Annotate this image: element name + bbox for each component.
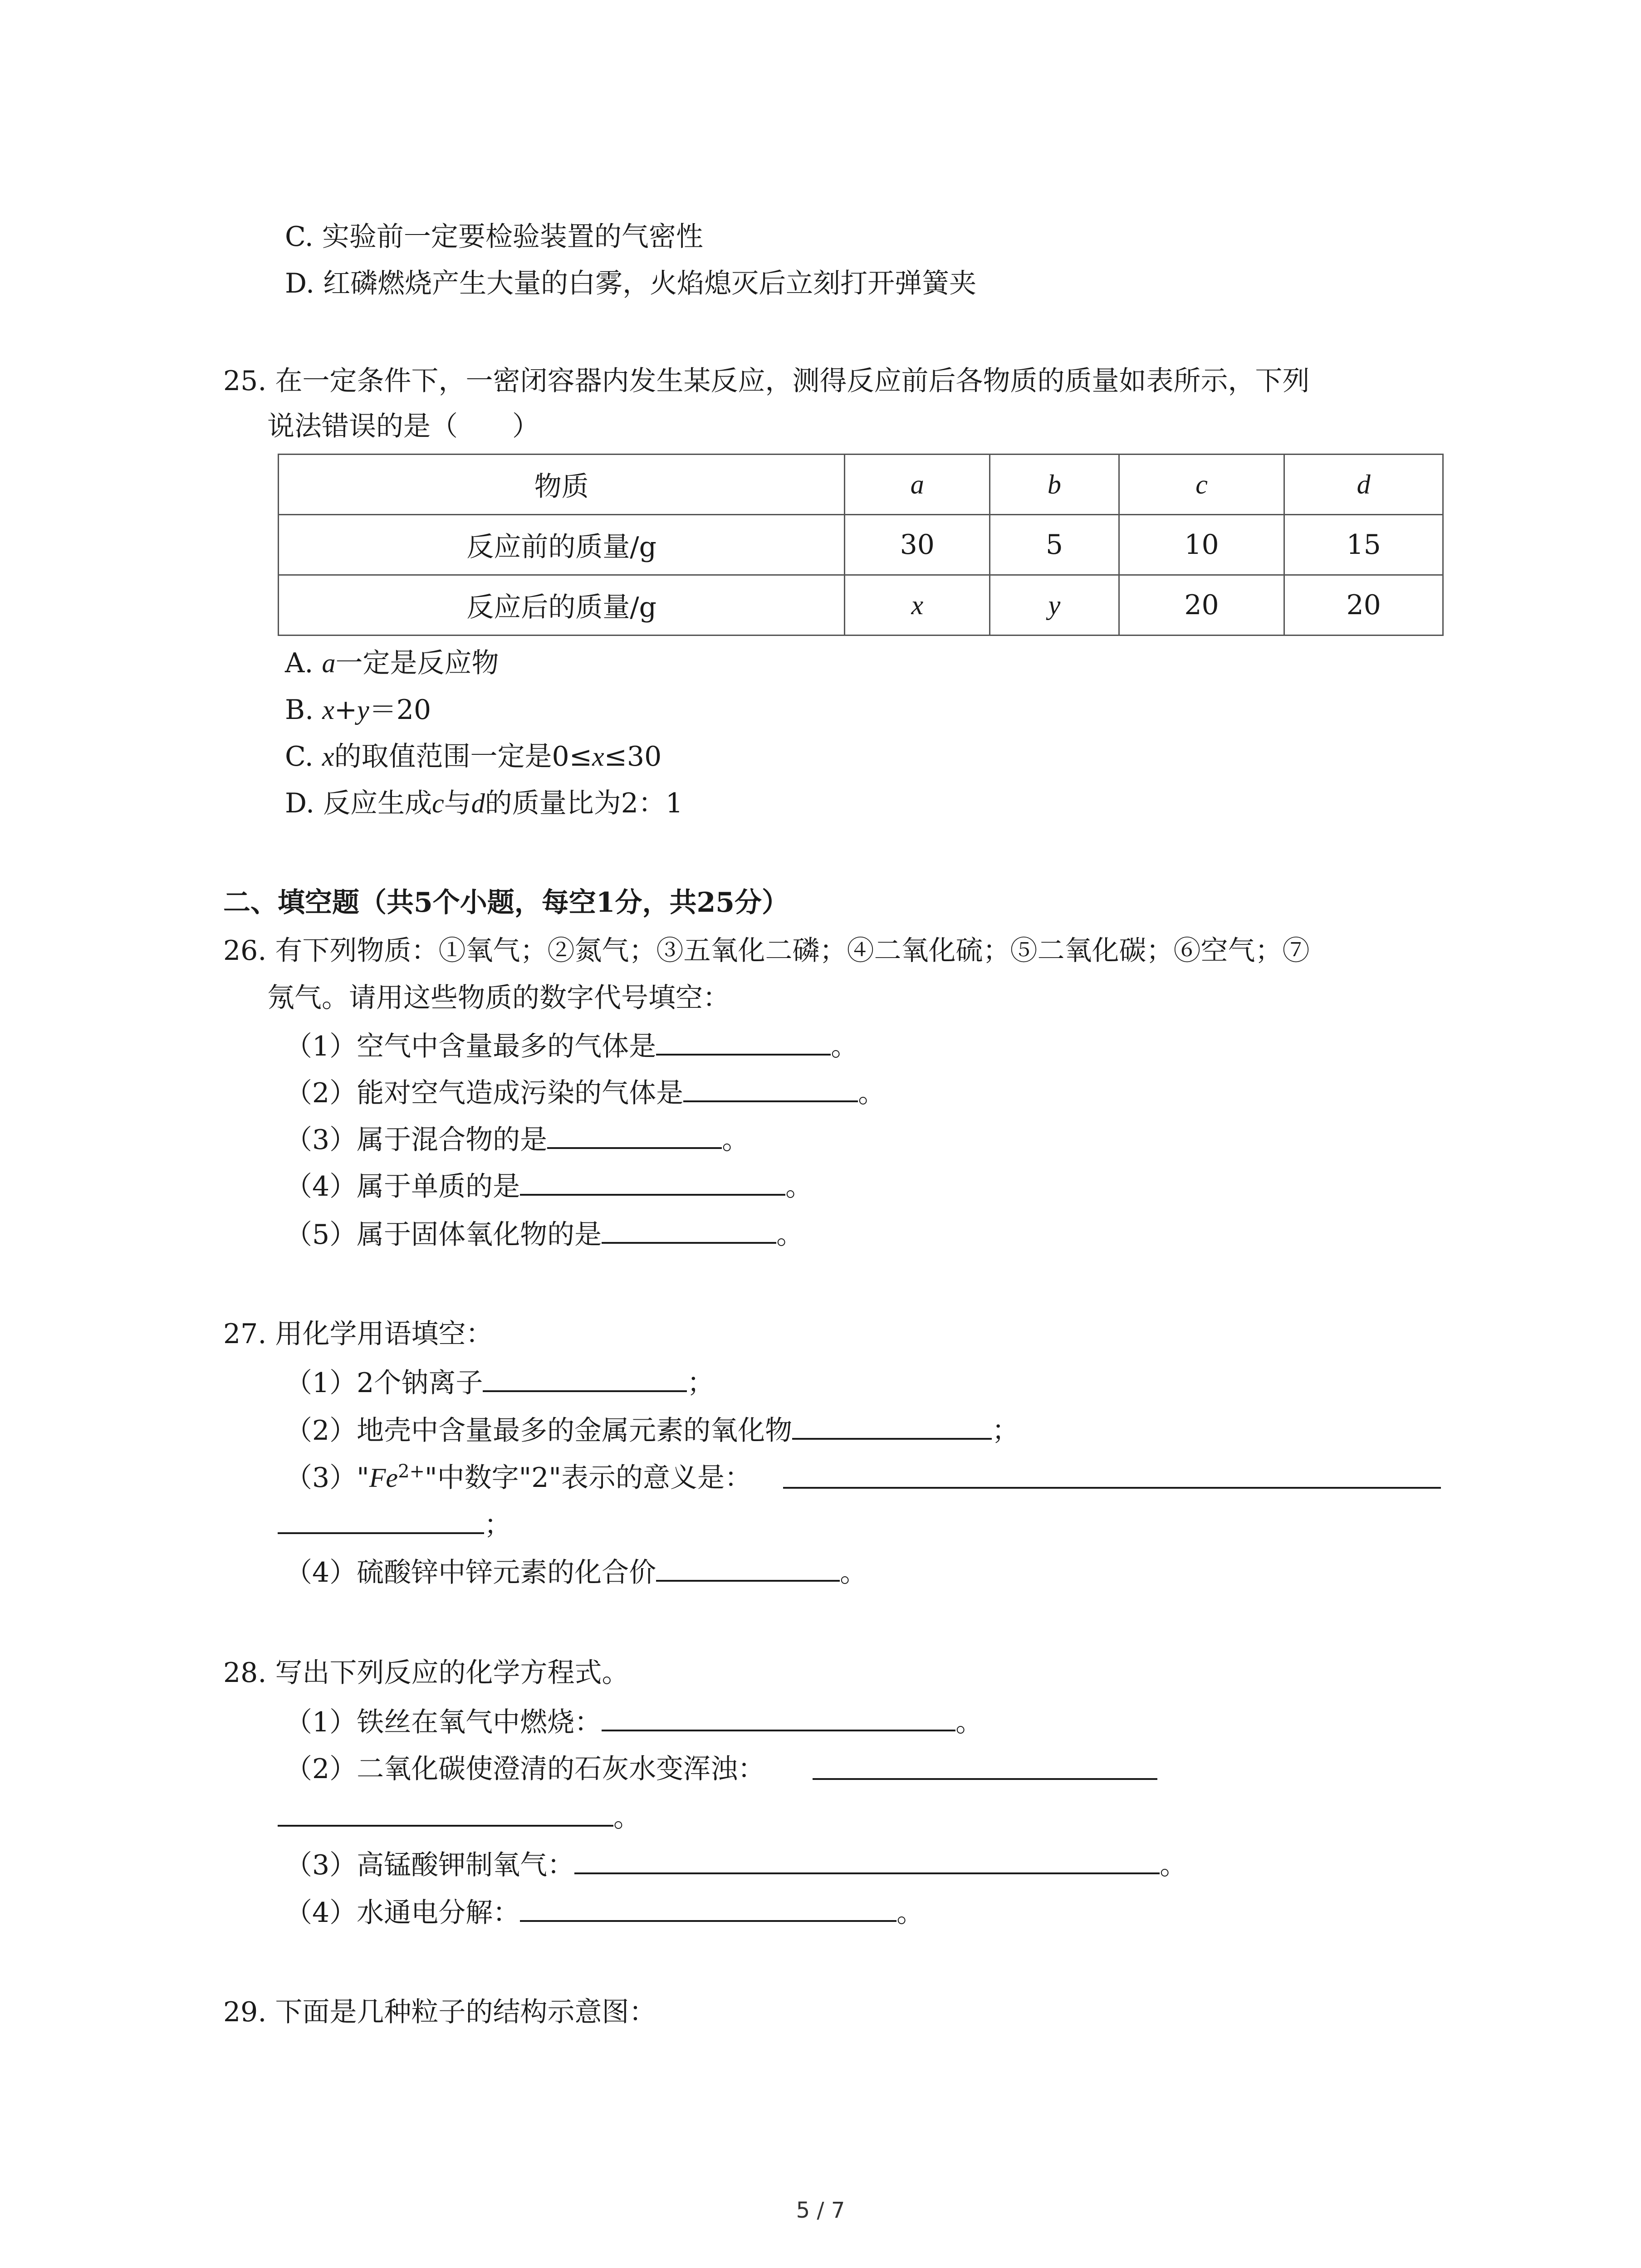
table-row: [279, 575, 1443, 635]
option-label: A.: [285, 647, 322, 679]
charge-superscript: 2+: [398, 1461, 425, 1482]
table-cell: y: [990, 575, 1119, 635]
option-text: 一定是反应物: [335, 647, 499, 679]
q25-stem-line2: 说法错误的是（ ）: [267, 411, 539, 442]
option-label: B.: [285, 694, 323, 726]
option-label: D. 反应生成: [285, 787, 432, 819]
punct: 。: [1160, 1849, 1187, 1881]
item-text: （4）水通电分解：: [285, 1897, 520, 1929]
table-header-cell: 物质: [279, 455, 845, 515]
answer-blank[interactable]: [783, 1487, 1441, 1489]
q27-item-4: [285, 1554, 867, 1590]
q24-option-d: D. 红磷燃烧产生大量的白雾，火焰熄灭后立刻打开弹簧夹: [285, 268, 977, 299]
table-cell: x: [845, 575, 990, 635]
q26-item-5: [285, 1216, 803, 1252]
item-text: （1）2个钠离子: [285, 1367, 483, 1399]
var-y: y: [357, 695, 369, 725]
item-text: （1）铁丝在氧气中燃烧：: [285, 1706, 602, 1738]
q25-option-b: [285, 692, 431, 728]
answer-blank[interactable]: [656, 1027, 831, 1056]
answer-blank[interactable]: [656, 1554, 840, 1582]
q28-item-3: [285, 1846, 1187, 1882]
item-text: （2）地壳中含量最多的金属元素的氧化物: [285, 1415, 793, 1447]
answer-blank[interactable]: [278, 1799, 613, 1827]
table-header-cell: a: [845, 455, 990, 515]
punct: 。: [840, 1557, 867, 1589]
q28-stem: 28. 写出下列反应的化学方程式。: [223, 1657, 629, 1689]
table-cell: 20: [1284, 575, 1443, 635]
answer-blank[interactable]: [278, 1506, 484, 1534]
q25-mass-table: [278, 454, 1444, 636]
item-text: （4）属于单质的是: [285, 1171, 520, 1202]
item-text: （2）能对空气造成污染的气体是: [285, 1077, 684, 1109]
var-c: c: [432, 788, 444, 818]
answer-blank[interactable]: [683, 1074, 858, 1102]
q28-item-2: [285, 1751, 765, 1787]
q28-item-4: [285, 1894, 924, 1930]
item-text: （1）空气中含量最多的气体是: [285, 1031, 656, 1062]
q27-item-3: [285, 1460, 752, 1496]
item-text: （2）二氧化碳使澄清的石灰水变浑浊：: [285, 1753, 765, 1785]
q29-stem: 29. 下面是几种粒子的结构示意图：: [223, 1996, 656, 2028]
q26-stem-line2: 氖气。请用这些物质的数字代号填空：: [267, 982, 730, 1014]
option-text: ≤30: [604, 741, 662, 772]
punct: ；: [992, 1415, 1019, 1447]
q27-item-3-cont: [278, 1506, 511, 1542]
page-number: 5 / 7: [796, 2198, 845, 2223]
item-text: （5）属于固体氧化物的是: [285, 1219, 602, 1251]
q28-item-2-cont: [278, 1799, 641, 1835]
option-text: 的取值范围一定是0≤: [334, 741, 593, 772]
answer-blank[interactable]: [520, 1894, 896, 1922]
q25-option-a: [285, 645, 499, 681]
answer-blank[interactable]: [813, 1778, 1157, 1780]
answer-blank[interactable]: [792, 1412, 992, 1440]
q27-item-2: [285, 1412, 1019, 1448]
punct: 。: [776, 1219, 804, 1251]
punct: 。: [858, 1077, 886, 1109]
item-text: "中数字"2"表示的意义是：: [425, 1462, 752, 1494]
table-cell: 5: [990, 515, 1119, 575]
q26-item-2: [285, 1074, 885, 1110]
q27-item-1: [285, 1364, 714, 1400]
table-row: [279, 515, 1443, 575]
var-a: a: [322, 648, 336, 678]
table-header-cell: b: [990, 455, 1119, 515]
answer-blank[interactable]: [547, 1121, 722, 1149]
table-cell: 20: [1119, 575, 1284, 635]
punct: 。: [896, 1897, 924, 1929]
option-text: 与: [444, 787, 471, 819]
item-text: （4）硫酸锌中锌元素的化合价: [285, 1557, 656, 1589]
answer-blank[interactable]: [602, 1703, 955, 1731]
punct: 。: [613, 1802, 641, 1833]
q26-item-3: [285, 1121, 749, 1157]
punct: ；: [484, 1509, 511, 1541]
q26-item-4: [285, 1168, 813, 1204]
answer-blank[interactable]: [520, 1168, 785, 1196]
table-cell: 15: [1284, 515, 1443, 575]
table-header-cell: d: [1284, 455, 1443, 515]
answer-blank[interactable]: [574, 1846, 1160, 1874]
table-row: [279, 455, 1443, 515]
q24-option-c: C. 实验前一定要检验装置的气密性: [285, 221, 703, 253]
var-x: x: [322, 742, 334, 772]
section-title: 二、填空题（共5个小题，每空1分，共25分）: [223, 887, 789, 919]
answer-blank[interactable]: [602, 1216, 776, 1244]
q25-option-c: [285, 738, 661, 775]
table-cell: 30: [845, 515, 990, 575]
chem-fe: Fe: [369, 1463, 398, 1493]
item-text: （3）高锰酸钾制氧气：: [285, 1849, 575, 1881]
option-label: C.: [285, 741, 322, 772]
q27-stem: 27. 用化学用语填空：: [223, 1318, 493, 1350]
q26-item-1: [285, 1027, 858, 1064]
table-cell: 10: [1119, 515, 1284, 575]
punct: 。: [831, 1031, 858, 1062]
punct: ；: [687, 1367, 715, 1399]
answer-blank[interactable]: [483, 1364, 687, 1392]
var-d: d: [471, 788, 485, 818]
punct: 。: [722, 1124, 749, 1156]
var-x: x: [322, 695, 334, 725]
plus-sign: +: [334, 694, 358, 726]
item-text: （3）属于混合物的是: [285, 1124, 548, 1156]
option-text: 的质量比为2：1: [485, 787, 683, 819]
punct: 。: [955, 1706, 983, 1738]
option-text: ＝20: [369, 694, 431, 726]
table-header-cell: c: [1119, 455, 1284, 515]
q25-stem-line1: 25. 在一定条件下，一密闭容器内发生某反应，测得反应前后各物质的质量如表所示，下列: [223, 365, 1310, 397]
table-cell: 反应前的质量/g: [279, 515, 845, 575]
punct: 。: [785, 1171, 813, 1202]
q26-stem-line1: 26. 有下列物质：①氧气；②氮气；③五氧化二磷；④二氧化硫；⑤二氧化碳；⑥空气；⑦: [223, 935, 1310, 967]
q28-item-1: [285, 1703, 983, 1740]
q25-option-d: [285, 785, 683, 821]
var-x: x: [592, 742, 604, 772]
item-text: （3）": [285, 1462, 369, 1494]
table-cell: 反应后的质量/g: [279, 575, 845, 635]
